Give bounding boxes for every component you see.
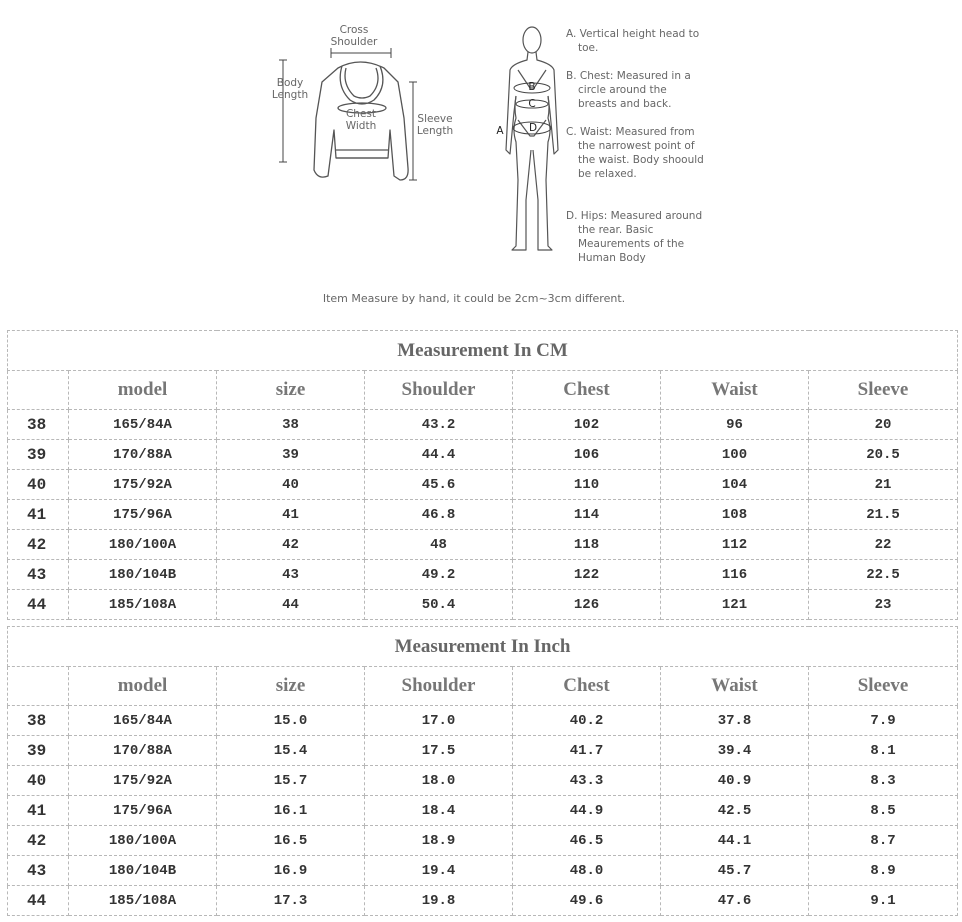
table-cell: 121: [661, 590, 809, 620]
table-cell: 46.8: [365, 500, 513, 530]
table-cell: 22.5: [809, 560, 958, 590]
marker-c: C: [528, 98, 536, 110]
table-cell: 17.5: [365, 736, 513, 766]
column-header: size: [217, 371, 365, 410]
legend-text: A. Vertical height head to toe.: [566, 28, 700, 54]
table-cell: 106: [513, 440, 661, 470]
table-cell: 43.2: [365, 410, 513, 440]
table-row: [8, 470, 958, 500]
table-cell: 44.1: [661, 826, 809, 856]
table-header-row: [8, 667, 958, 706]
column-header: model: [69, 667, 217, 706]
table-cell: 112: [661, 530, 809, 560]
table-row: [8, 560, 958, 590]
table-cell: 180/104B: [69, 560, 217, 590]
table-row: [8, 706, 958, 736]
table-cell: 42: [217, 530, 365, 560]
table-row: [8, 500, 958, 530]
measurement-diagrams: [0, 0, 962, 320]
row-label: 41: [8, 500, 69, 530]
table-cell: 48: [365, 530, 513, 560]
table-cell: 8.9: [809, 856, 958, 886]
table-cell: 17.3: [217, 886, 365, 916]
legend-item-c: [566, 125, 706, 181]
table-cell: 180/100A: [69, 530, 217, 560]
table-cell: 104: [661, 470, 809, 500]
table-cell: 39: [217, 440, 365, 470]
table-cell: 170/88A: [69, 736, 217, 766]
table-cell: 185/108A: [69, 886, 217, 916]
table-cell: 165/84A: [69, 706, 217, 736]
legend-item-d: [566, 209, 706, 265]
measure-note: Item Measure by hand, it could be 2cm~3cm different.: [322, 292, 626, 305]
table-row: [8, 410, 958, 440]
table-cell: 126: [513, 590, 661, 620]
table-cell: 38: [217, 410, 365, 440]
table-cell: 108: [661, 500, 809, 530]
row-label: 39: [8, 736, 69, 766]
table-row: [8, 766, 958, 796]
column-header: Sleeve: [809, 371, 958, 410]
table-cell: 41.7: [513, 736, 661, 766]
table-cell: 44: [217, 590, 365, 620]
table-cell: 9.1: [809, 886, 958, 916]
table-cell: 40.2: [513, 706, 661, 736]
table-cell: 41: [217, 500, 365, 530]
row-label: 41: [8, 796, 69, 826]
table-cell: 22: [809, 530, 958, 560]
table-cell: 48.0: [513, 856, 661, 886]
table-cell: 21: [809, 470, 958, 500]
table-cell: 43.3: [513, 766, 661, 796]
table-cell: 37.8: [661, 706, 809, 736]
table-cell: 122: [513, 560, 661, 590]
table-cell: 175/92A: [69, 766, 217, 796]
table-cell: 8.5: [809, 796, 958, 826]
table-cell: 96: [661, 410, 809, 440]
row-label: 44: [8, 590, 69, 620]
table-cell: 8.3: [809, 766, 958, 796]
row-label: 44: [8, 886, 69, 916]
row-label: 42: [8, 530, 69, 560]
table-inch: [7, 626, 958, 916]
table-title-row: [8, 331, 958, 371]
diagram-drawings: [0, 0, 962, 320]
table-cell: 47.6: [661, 886, 809, 916]
table-row: [8, 826, 958, 856]
row-label: 38: [8, 706, 69, 736]
table-cell: 39.4: [661, 736, 809, 766]
table-cell: 175/92A: [69, 470, 217, 500]
table-cell: 170/88A: [69, 440, 217, 470]
table-cell: 40.9: [661, 766, 809, 796]
legend-text: D. Hips: Measured around the rear. Basic Meaurements of the Human Body: [566, 210, 703, 264]
table-cell: 185/108A: [69, 590, 217, 620]
table-cell: 19.4: [365, 856, 513, 886]
table-cell: 45.6: [365, 470, 513, 500]
sleeve-length-label: Sleeve Length: [416, 113, 454, 137]
table-cell: 110: [513, 470, 661, 500]
marker-d: D: [528, 122, 538, 134]
table-cell: 19.8: [365, 886, 513, 916]
table-row: [8, 590, 958, 620]
table-cell: 175/96A: [69, 796, 217, 826]
table-row: [8, 530, 958, 560]
table-cell: 42.5: [661, 796, 809, 826]
column-header: Chest: [513, 667, 661, 706]
table-cm-body: [8, 331, 958, 620]
table-cell: 7.9: [809, 706, 958, 736]
table-row: [8, 856, 958, 886]
table-cell: 118: [513, 530, 661, 560]
table-cell: 102: [513, 410, 661, 440]
cross-shoulder-label: Cross Shoulder: [330, 24, 378, 48]
table-cell: 175/96A: [69, 500, 217, 530]
row-label: 43: [8, 856, 69, 886]
table-cell: 44.9: [513, 796, 661, 826]
table-cell: 16.9: [217, 856, 365, 886]
table-cell: 40: [217, 470, 365, 500]
table-row: [8, 736, 958, 766]
table-header-row: [8, 371, 958, 410]
row-label: 43: [8, 560, 69, 590]
row-label: 40: [8, 766, 69, 796]
table-cell: 15.4: [217, 736, 365, 766]
table-cell: 49.6: [513, 886, 661, 916]
column-header: model: [69, 371, 217, 410]
table-cell: 46.5: [513, 826, 661, 856]
table-cell: 20.5: [809, 440, 958, 470]
legend-item-a: [566, 27, 706, 55]
column-header: Chest: [513, 371, 661, 410]
table-cell: 44.4: [365, 440, 513, 470]
table-title-row: [8, 627, 958, 667]
column-header: [8, 371, 69, 410]
row-label: 40: [8, 470, 69, 500]
body-figure: [506, 27, 558, 250]
column-header: Sleeve: [809, 667, 958, 706]
table-cell: 180/100A: [69, 826, 217, 856]
table-cell: 50.4: [365, 590, 513, 620]
table-cell: 43: [217, 560, 365, 590]
table-cell: 15.7: [217, 766, 365, 796]
table-cell: 180/104B: [69, 856, 217, 886]
table-cell: 23: [809, 590, 958, 620]
column-header: Waist: [661, 371, 809, 410]
table-row: [8, 796, 958, 826]
table-cell: 45.7: [661, 856, 809, 886]
table-cell: 165/84A: [69, 410, 217, 440]
table-cell: 20: [809, 410, 958, 440]
table-cell: 18.0: [365, 766, 513, 796]
legend-text: B. Chest: Measured in a circle around the breasts and back.: [566, 70, 691, 110]
legend-text: C. Waist: Measured from the narrowest point of the waist. Body shoould be relaxed.: [566, 126, 704, 180]
table-title: Measurement In CM: [8, 331, 958, 371]
table-title: Measurement In Inch: [8, 627, 958, 667]
table-row: [8, 886, 958, 916]
body-length-label: Body Length: [271, 77, 309, 101]
table-cell: 8.1: [809, 736, 958, 766]
row-label: 42: [8, 826, 69, 856]
table-cell: 16.5: [217, 826, 365, 856]
table-inch-body: [8, 627, 958, 916]
column-header: Shoulder: [365, 371, 513, 410]
table-cell: 16.1: [217, 796, 365, 826]
column-header: size: [217, 667, 365, 706]
table-cell: 116: [661, 560, 809, 590]
table-cell: 17.0: [365, 706, 513, 736]
table-cell: 49.2: [365, 560, 513, 590]
table-cm: [7, 330, 958, 620]
row-label: 39: [8, 440, 69, 470]
table-cell: 114: [513, 500, 661, 530]
table-cell: 100: [661, 440, 809, 470]
legend-item-b: [566, 69, 706, 111]
column-header: [8, 667, 69, 706]
table-row: [8, 440, 958, 470]
table-cell: 18.4: [365, 796, 513, 826]
table-cell: 18.9: [365, 826, 513, 856]
marker-a: A: [496, 125, 504, 137]
table-cell: 15.0: [217, 706, 365, 736]
chest-width-label: Chest Width: [345, 108, 377, 132]
column-header: Waist: [661, 667, 809, 706]
row-label: 38: [8, 410, 69, 440]
table-cell: 21.5: [809, 500, 958, 530]
marker-b: B: [528, 81, 536, 93]
column-header: Shoulder: [365, 667, 513, 706]
table-cell: 8.7: [809, 826, 958, 856]
